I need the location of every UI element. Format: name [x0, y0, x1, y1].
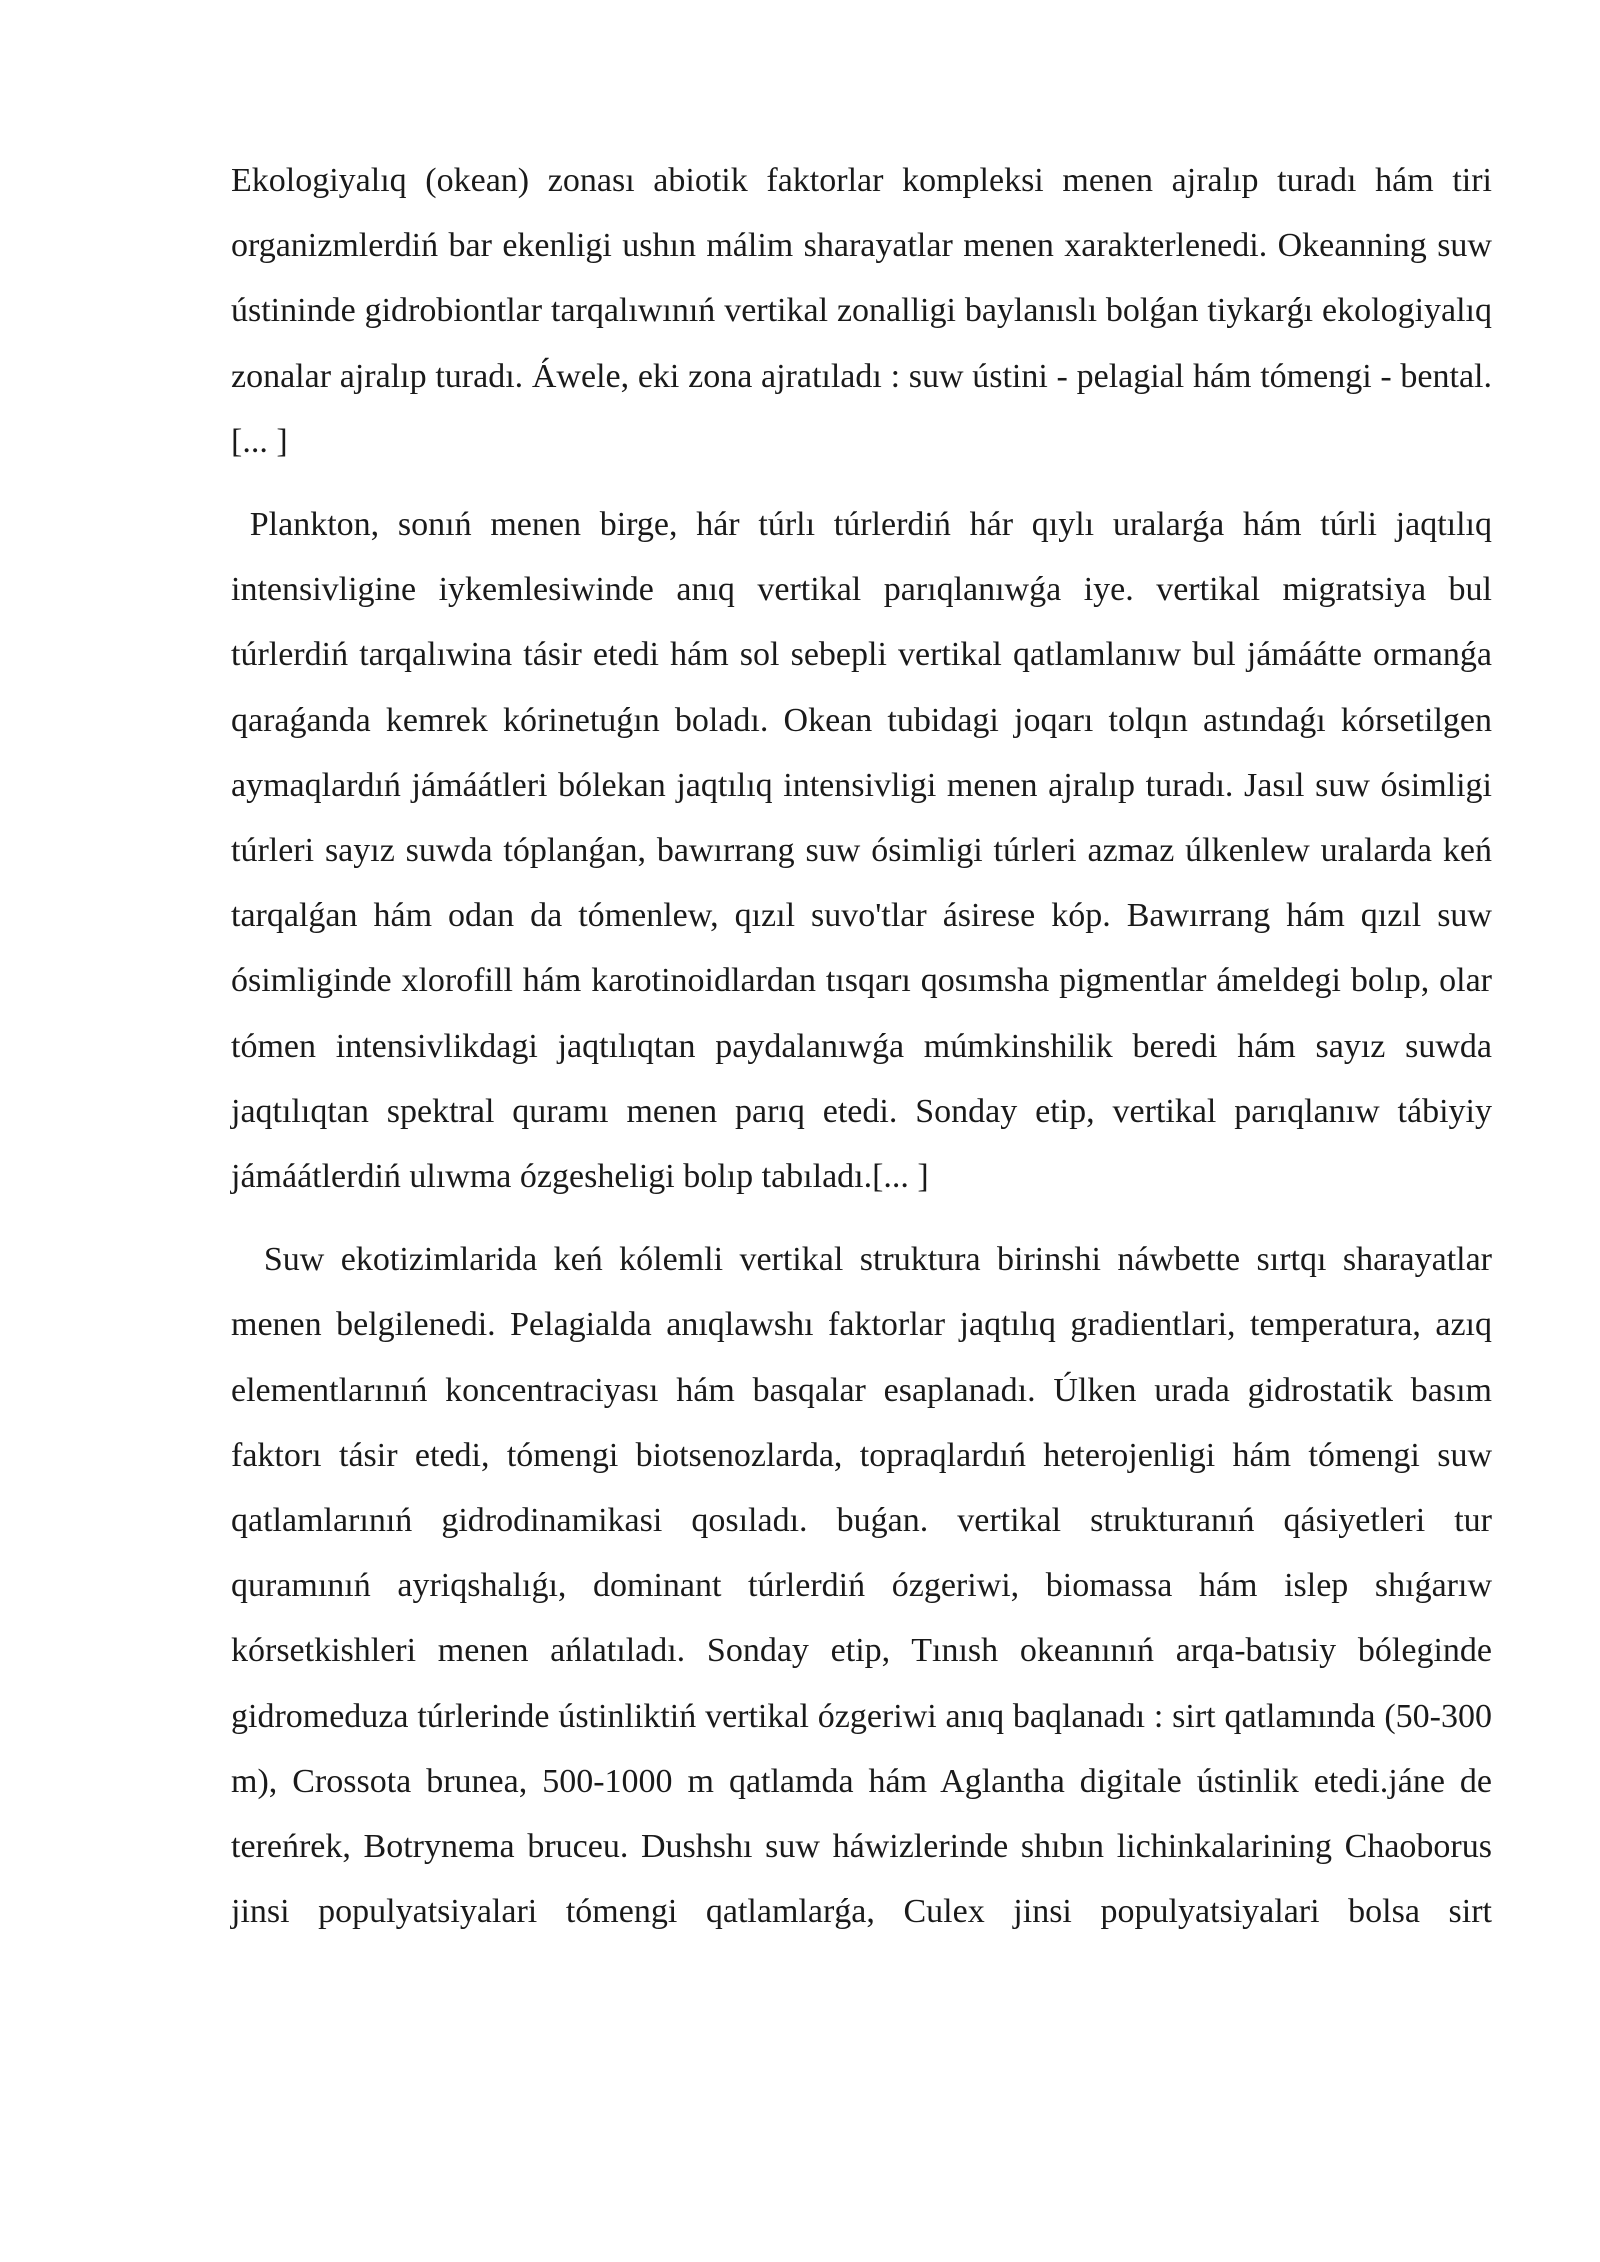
paragraph-plankton-vertical-distribution: Plankton, sonıń menen birge, hár túrlı túrlerdiń hár qıylı uralarǵa hám túrli jaqtılıq intensivligine iykemlesiwinde anıq vertikal parıqlanıwǵa iye. vertikal migratsiya bul túrlerdiń tarqalıwina tásir etedi hám sol sebepli vertikal qatlamlanıw bul jámáátte ormanǵa qaraǵanda kemrek kórinetuǵın boladı. Okean tubidagi joqarı tolqın astındaǵı kórsetilgen aymaqlardıń jámáátleri bólekan jaqtılıq intensivligi menen ajralıp turadı. Jasıl suw ósimligi túrleri sayız suwda tóplanǵan, bawırrang suw ósimligi túrleri azmaz úlkenlew uralarda keń tarqalǵan hám odan da tómenlew, qızıl suvo'tlar ásirese kóp. Bawırrang hám qızıl suw ósimliginde xlorofill hám karotinoidlardan tısqarı qosımsha pigmentlar ámeldegi bolıp, olar tómen intensivlikdagi jaqtılıqtan paydalanıwǵa múmkinshilik beredi hám sayız suwda jaqtılıqtan spektral quramı menen parıq etedi. Sonday etip, vertikal parıqlanıw tábiyiy jámáátlerdiń ulıwma ózgesheligi bolıp tabıladı.[... ] — [231, 506, 1501, 1196]
document-body — [231, 148, 1501, 1944]
paragraph-vertical-structure: Suw ekotizimlarida keń kólemli vertikal struktura birinshi náwbette sırtqı sharayatlar menen belgilenedi. Pelagialda anıqlawshı faktorlar jaqtılıq gradientlari, temperatura, azıq elementlarınıń koncentraciyası hám basqalar esaplanadı. Úlken urada gidrostatik basım faktorı tásir etedi, tómengi biotsenozlarda, topraqlardıń heterojenligi hám tómengi suw qatlamlarınıń gidrodinamikasi qosıladı. buǵan. vertikal strukturanıń qásiyetleri tur quramınıń ayriqshalıǵı, dominant túrlerdiń ózgeriwi, biomassa hám islep shıǵarıw kórsetkishleri menen ańlatıladı. Sonday etip, Tınısh okeanınıń arqa-batısiy bóleginde gidromeduza túrlerinde ústinliktiń vertikal ózgeriwi anıq baqlanadı : sirt qatlamında (50-300 m), Crossota brunea, 500-1000 m qatlamda hám Aglantha digitale ústinlik etedi.jáne de tereńrek, Botrynema bruceu. Dushshı suw háwizlerinde shıbın lichinkalarining Chaoborus jinsi populyatsiyalari tómengi qatlamlarǵa, Culex jinsi populyatsiyalari bolsa sirt — [231, 1241, 1501, 1931]
paragraph-ecological-zones: Ekologiyalıq (okean) zonası abiotik faktorlar kompleksi menen ajralıp turadı hám tiri organizmlerdiń bar ekenligi ushın málim sharayatlar menen xarakterlenedi. Okeanning suw ústininde gidrobiontlar tarqalıwınıń vertikal zonalligi baylanıslı bolǵan tiykarǵı ekologiyalıq zonalar ajralıp turadı. Áwele, eki zona ajratıladı : suw ústini - pelagial hám tómengi - bental.[... ] — [231, 162, 1501, 460]
